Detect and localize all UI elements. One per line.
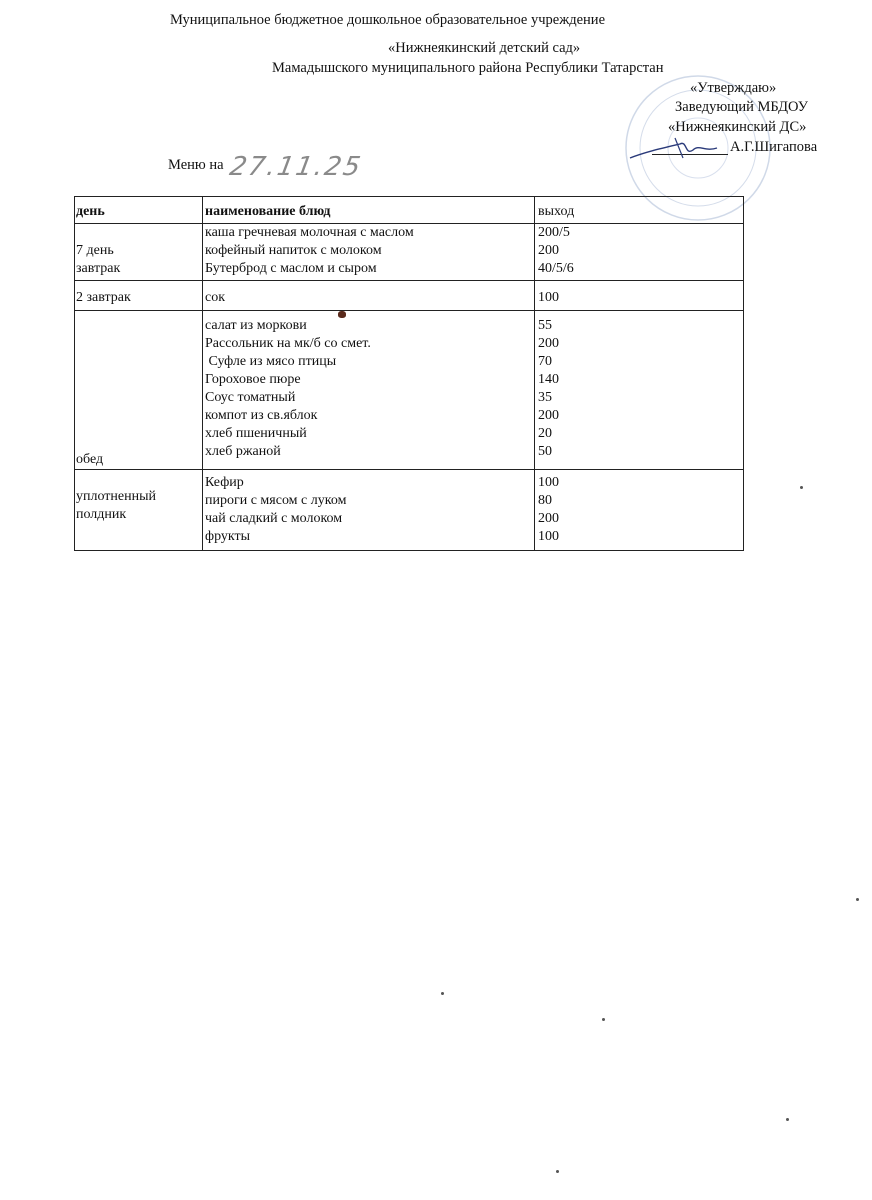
table-row-breakfast [75, 223, 743, 280]
yield: 35 [538, 390, 552, 405]
meal-snack-line2: полдник [76, 507, 127, 522]
yield: 100 [538, 529, 559, 544]
yield: 200 [538, 243, 559, 258]
scan-speck [556, 1170, 559, 1173]
dish: Кефир [205, 475, 244, 490]
meal-snack-line1: уплотненный [76, 489, 157, 504]
meal-breakfast: завтрак [76, 261, 121, 276]
dish: компот из св.яблок [205, 408, 318, 423]
yield: 140 [538, 372, 559, 387]
scan-speck [856, 898, 859, 901]
dish: сок [205, 290, 226, 305]
dish: Бутерброд с маслом и сыром [205, 261, 377, 276]
day-number: 7 день [76, 243, 114, 258]
org-name-line2: «Нижнеякинский детский сад» [388, 40, 581, 56]
dish: хлеб ржаной [205, 444, 281, 459]
yield: 200 [538, 336, 559, 351]
scan-speck [602, 1018, 605, 1021]
menu-table [74, 196, 744, 551]
menu-date-handwritten: 27.11.25 [227, 152, 365, 182]
dish: Суфле из мясо птицы [205, 354, 337, 369]
dish: Рассольник на мк/б со смет. [205, 336, 371, 351]
yield: 200 [538, 511, 559, 526]
yield: 200/5 [538, 225, 570, 240]
header-day: день [75, 197, 203, 223]
dish: хлеб пшеничный [205, 426, 307, 441]
meal-lunch: обед [76, 452, 104, 467]
table-header-row [75, 197, 743, 223]
approver-name: А.Г.Шигапова [730, 139, 818, 155]
approval-title: «Утверждаю» [690, 80, 777, 96]
yield: 200 [538, 408, 559, 423]
yield: 50 [538, 444, 552, 459]
dish: чай сладкий с молоком [205, 511, 343, 526]
yield: 20 [538, 426, 552, 441]
handwritten-signature [625, 128, 735, 168]
scan-speck [441, 992, 444, 995]
yield: 80 [538, 493, 552, 508]
meal-second-breakfast: 2 завтрак [76, 290, 131, 305]
dish: Соус томатный [205, 390, 296, 405]
header-dish: наименование блюд [203, 197, 535, 223]
header-yield: выход [538, 204, 575, 219]
approval-position: Заведующий МБДОУ [675, 99, 808, 115]
org-name-line3: Мамадышского муниципального района Республики Татарстан [272, 60, 664, 76]
yield: 40/5/6 [538, 261, 574, 276]
yield: 55 [538, 318, 552, 333]
dish: салат из моркови [205, 318, 307, 333]
yield: 70 [538, 354, 552, 369]
yield: 100 [538, 475, 559, 490]
dish: фрукты [205, 529, 251, 544]
table-row-snack [75, 469, 743, 550]
dish: кофейный напиток с молоком [205, 243, 382, 258]
org-name-line1: Муниципальное бюджетное дошкольное образовательное учреждение [170, 12, 605, 28]
menu-date-label: Меню на [168, 157, 224, 173]
approval-org: «Нижнеякинский ДС» [668, 119, 807, 135]
dish: каша гречневая молочная с маслом [205, 225, 414, 240]
dish: пироги с мясом с луком [205, 493, 347, 508]
dish: Гороховое пюре [205, 372, 301, 387]
scan-speck [786, 1118, 789, 1121]
table-row-lunch [75, 310, 743, 469]
yield: 100 [538, 290, 559, 305]
table-row-second-breakfast [75, 280, 743, 310]
scan-speck [800, 486, 803, 489]
ink-blot [338, 311, 346, 318]
